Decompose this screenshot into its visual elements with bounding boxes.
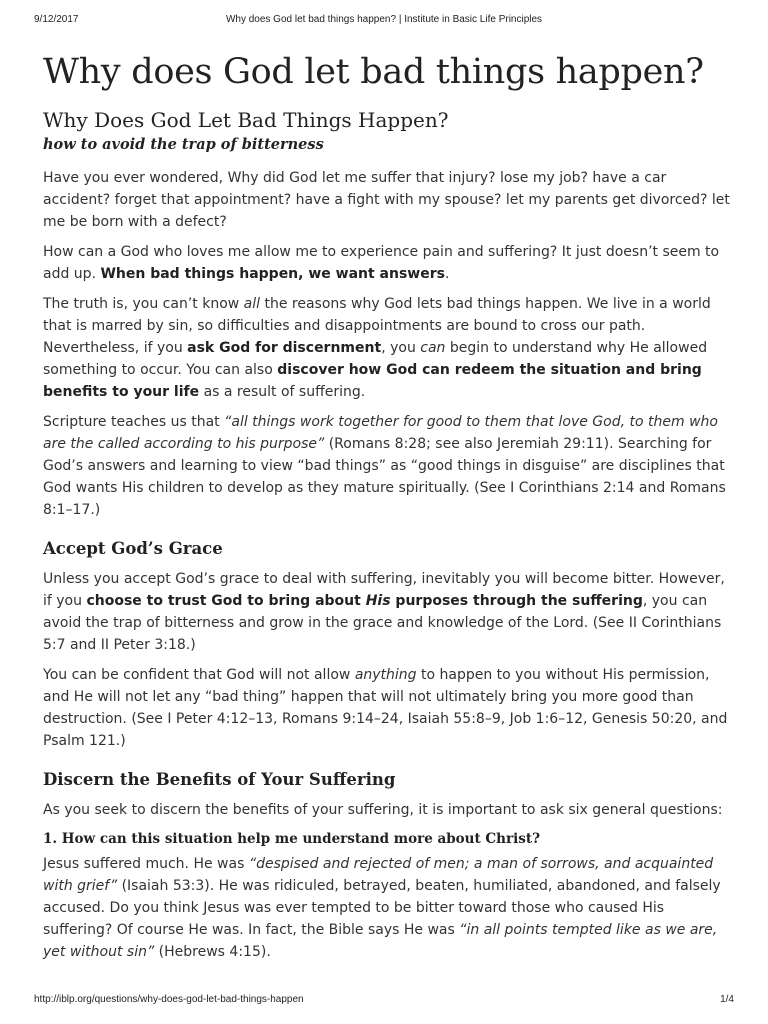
paragraph-six-questions: As you seek to discern the benefits of your suffering, it is important to ask six general questions: [43,802,723,818]
text-run: , you can avoid the trap of bitterness and grow in the grace and knowledge of the Lord. (See II Corinthians 5:7 and II Peter 3:18.) [43,593,722,653]
paragraph-jesus-suffered [43,853,733,963]
text-run: (Hebrews 4:15). [154,944,271,960]
italic-run: can [420,340,446,356]
text-run: as a result of suffering. [199,384,366,400]
print-date: 9/12/2017 [34,14,79,25]
paragraph-truth [43,293,733,403]
paragraph-intro: Have you ever wondered, Why did God let me suffer that injury? lose my job? have a car accident? forget that appointment? have a fight with my spouse? let my parents get divorced? let me be born with a defect? [43,170,730,230]
paragraph-scripture [43,411,733,521]
article [43,50,733,971]
italic-run: anything [354,667,417,683]
italic-run: “despised and rejected of men; a man of sorrows, and acquainted with grief” [43,856,714,894]
text-run: (Isaiah 53:3). He was ridiculed, betrayed, beaten, humiliated, abandoned, and falsely accused. Do you think Jesus was ever tempted to be bitter toward those who caused His suffering? Of course He was. In fact, the Bible says He was [43,878,721,938]
bold-run-part: choose to trust God to bring about [86,593,366,609]
print-header [34,14,734,26]
print-footer [34,994,734,1006]
italic-run: “in all points tempted like as we are, yet without sin” [43,922,718,960]
text-run: Jesus suffered much. He was [43,856,249,872]
italic-run: all [243,296,261,312]
section-heading-grace: Accept God’s Grace [43,539,223,558]
page-title: Why does God let bad things happen? [43,52,704,92]
text-run: , you [381,340,421,356]
text-run: You can be confident that God will not allow [43,667,355,683]
print-page-number: 1/4 [720,994,734,1005]
section-heading-benefits: Discern the Benefits of Your Suffering [43,770,396,789]
bold-run: discover how God can redeem the situation and bring benefits to your life [43,362,702,400]
bold-italic-run: His [365,593,391,609]
text-run: The truth is, you can’t know [43,296,244,312]
print-url: http://iblp.org/questions/why-does-god-let-bad-things-happen [34,994,304,1005]
article-subtitle: Why Does God Let Bad Things Happen? [43,108,449,132]
text-run: How can a God who loves me allow me to experience pain and suffering? It just doesn’t seem to add up. [43,244,720,282]
text-run: (Romans 8:28; see also Jeremiah 29:11). Searching for God’s answers and learning to view “bad things” as “good things in disguise” are disciplines that God wants His children to develop as they mature spiritually. (See I Corinthians 2:14 and Romans 8:1–17.) [43,436,726,518]
italic-run: “all things work together for good to them that love God, to them who are the called according to his purpose” [43,414,718,452]
text-run: begin to understand why He allowed something to occur. You can also [43,340,708,378]
text-run: Scripture teaches us that [43,414,225,430]
question-heading-1: 1. How can this situation help me understand more about Christ? [43,831,540,847]
text-run: to happen to you without His permission, and He will not let any “bad thing” happen that will not ultimately bring you more good than destruction. (See I Peter 4:12–13, Romans 9:14–24, Isaiah 55:8–9, Job 1:6–12, Genesis 50:20, and Psalm 121.) [43,667,728,749]
bold-run: When bad things happen, we want answers [100,266,445,282]
paragraph-grace [43,568,733,656]
paragraph-answers [43,241,733,285]
paragraph-confident [43,664,733,752]
bold-run-part: purposes through the suffering [390,593,643,609]
print-page-title: Why does God let bad things happen? | Institute in Basic Life Principles [225,14,543,25]
bold-run: ask God for discernment [187,340,382,356]
article-tagline: how to avoid the trap of bitterness [43,136,324,153]
text-run: the reasons why God lets bad things happen. We live in a world that is marred by sin, so difficulties and disappointments are bound to cross our path. Nevertheless, if you [43,296,711,356]
text-run: Unless you accept God’s grace to deal with suffering, inevitably you will become bitter. However, if you [43,571,725,609]
bold-run [86,593,642,609]
text-run: . [444,266,450,282]
